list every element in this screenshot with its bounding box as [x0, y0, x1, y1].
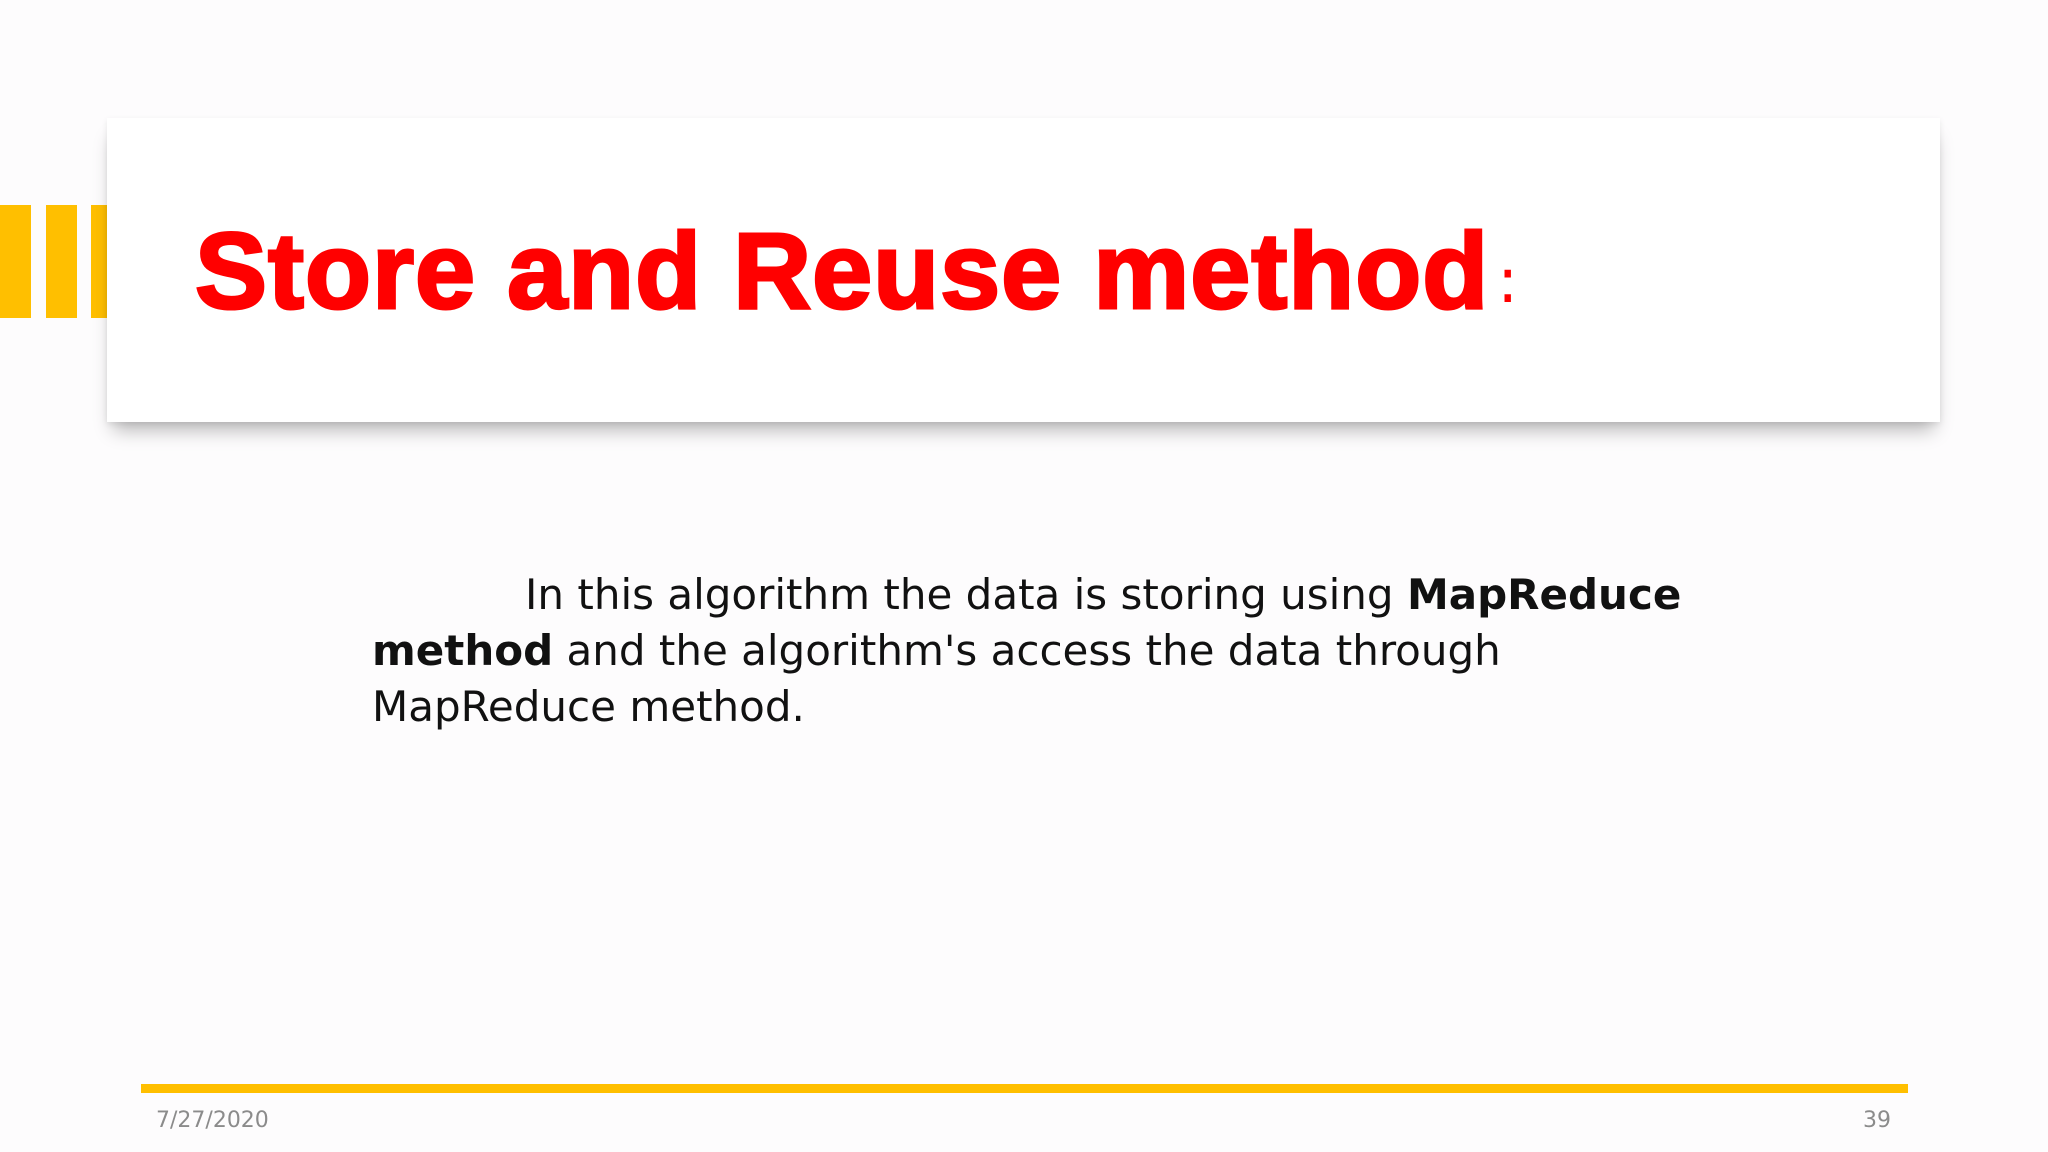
body-text-run: and the algorithm's access the data through MapReduce method.	[372, 626, 1501, 731]
page-number: 39	[1863, 1108, 1891, 1133]
footer-rule	[141, 1084, 1908, 1093]
accent-bar	[0, 205, 31, 318]
slide-title-text: Store and Reuse method	[195, 210, 1490, 331]
accent-bars	[0, 205, 107, 318]
footer-date: 7/27/2020	[156, 1108, 269, 1133]
slide-title-colon: :	[1497, 244, 1520, 317]
slide-title	[195, 206, 1519, 346]
body-paragraph	[372, 567, 1702, 735]
accent-bar	[91, 205, 107, 318]
body-text-run: In this algorithm the data is storing using	[525, 570, 1407, 619]
body-text-bold: MapReduce method	[372, 570, 1682, 675]
title-card	[107, 118, 1940, 422]
accent-bar	[46, 205, 77, 318]
